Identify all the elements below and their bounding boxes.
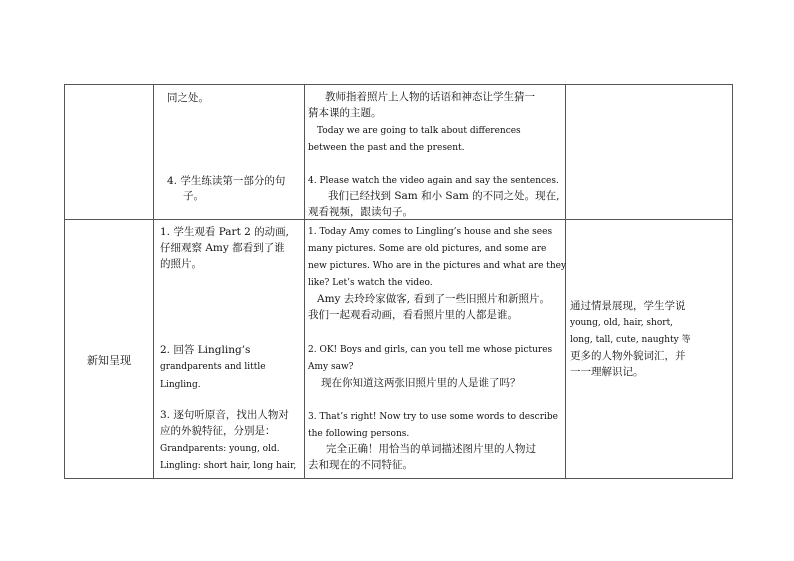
teacher-text: 现在你知道这两张旧照片里的人是谁了吗？ <box>321 377 521 389</box>
table-row <box>65 220 733 479</box>
intent-text: 通过情景展现，学生学说 <box>570 300 686 312</box>
teacher-text: 猜本课的主题。 <box>308 107 382 119</box>
student-activity-cell <box>154 85 305 220</box>
stage-label: 新知呈现 <box>87 354 131 367</box>
teacher-text: 教师指着照片上人物的话语和神态让学生猜一 <box>325 91 535 103</box>
student-text: 应的外貌特征，分别是： <box>160 425 276 437</box>
intent-text: 一一理解识记。 <box>570 366 644 378</box>
teacher-text: 完全正确！用恰当的单词描述图片里的人物过 <box>326 443 536 455</box>
student-text: Lingling. <box>160 380 201 390</box>
teacher-text: Today we are going to talk about differences <box>317 126 521 136</box>
intent-text: young, old, hair, short, <box>570 318 674 328</box>
teacher-text: 4. Please watch the video again and say the sentences. <box>308 176 559 186</box>
teacher-text: 我们已经找到 Sam 和小 Sam 的不同之处。现在, <box>328 190 560 202</box>
student-text: grandparents and little <box>160 362 266 372</box>
student-text: 2. 回答 Lingling’s <box>160 344 251 356</box>
teacher-text: the following persons. <box>308 429 410 439</box>
student-text: 4. 学生练读第一部分的句 <box>167 175 286 187</box>
student-text: 仔细观察 Amy 都看到了谁 <box>160 242 285 254</box>
intent-text: 更多的人物外貌词汇，并 <box>570 350 686 362</box>
lesson-plan-table <box>64 84 733 479</box>
stage-cell <box>65 220 154 479</box>
student-activity-cell <box>154 220 305 479</box>
teacher-text: 1. Today Amy comes to Lingling’s house and she sees <box>308 227 553 237</box>
student-text: 子。 <box>183 190 204 202</box>
student-text: 3. 逐句听原音，找出人物对 <box>160 409 289 421</box>
teacher-text: like? Let’s watch the video. <box>308 278 433 288</box>
teacher-text: many pictures. Some are old pictures, and some are <box>308 244 547 254</box>
teacher-activity-cell <box>305 85 566 220</box>
teacher-text: 2. OK! Boys and girls, can you tell me whose pictures <box>308 345 553 355</box>
intent-text: long, tall, cute, naughty 等 <box>570 335 691 345</box>
teacher-text: Amy saw? <box>308 362 354 372</box>
teacher-activity-cell <box>305 220 566 479</box>
intent-cell <box>566 85 733 220</box>
student-text: 的照片。 <box>160 258 202 270</box>
student-text: Grandparents: young, old. <box>160 444 280 454</box>
student-text: 1. 学生观看 Part 2 的动画, <box>160 226 289 238</box>
student-text: 同之处。 <box>167 92 209 104</box>
teacher-text: 去和现在的不同特征。 <box>308 459 413 471</box>
teacher-text: Amy 去玲玲家做客, 看到了一些旧照片和新照片。 <box>317 293 550 305</box>
intent-cell <box>566 220 733 479</box>
teacher-text: new pictures. Who are in the pictures and what are they <box>308 261 567 271</box>
teacher-text: 观看视频，跟读句子。 <box>308 206 413 218</box>
student-text: Lingling: short hair, long hair, <box>160 461 297 471</box>
teacher-text: 我们一起观看动画，看看照片里的人都是谁。 <box>308 309 518 321</box>
table-row <box>65 85 733 220</box>
teacher-text: 3. That’s right! Now try to use some words to describe <box>308 412 558 422</box>
teacher-text: between the past and the present. <box>308 143 465 153</box>
stage-cell <box>65 85 154 220</box>
